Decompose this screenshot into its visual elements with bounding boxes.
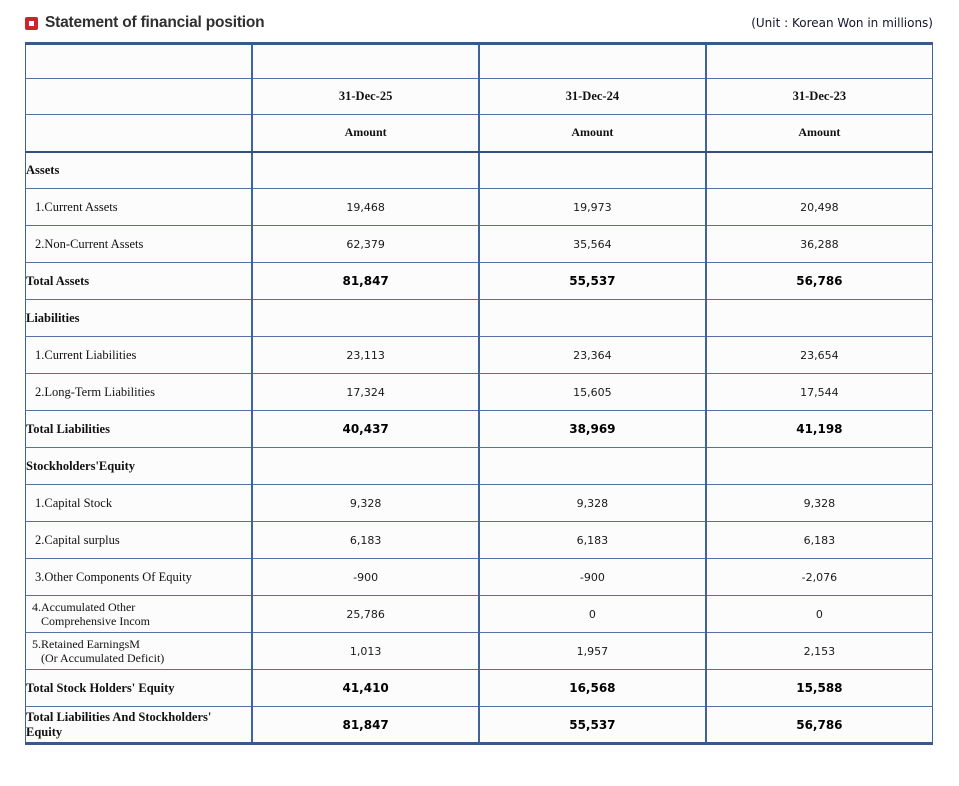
table-row-amount [26,115,933,152]
row-label: Total Liabilities [26,411,253,448]
report-page [25,0,933,745]
cell-value: 23,113 [252,337,479,374]
cell-value [706,448,933,485]
cell-value [479,152,706,189]
cell-value: 1,013 [252,633,479,670]
cell-value: 6,183 [479,522,706,559]
table-row-section [26,300,933,337]
cell-value: 55,537 [479,263,706,300]
row-label: 1.Current Assets [26,189,253,226]
cell-value: 56,786 [706,707,933,744]
cell-value: 1,957 [479,633,706,670]
cell-value: 9,328 [706,485,933,522]
title-block [25,14,264,32]
blank-cell [706,44,933,79]
cell-value: 40,437 [252,411,479,448]
subheader-amount: Amount [706,115,933,152]
red-square-icon [25,17,38,30]
cell-value: 0 [706,596,933,633]
row-label: Assets [26,152,253,189]
table-row-section [26,152,933,189]
financial-position-table [25,42,933,745]
cell-value: 9,328 [252,485,479,522]
row-label: Stockholders'Equity [26,448,253,485]
subheader-amount: Amount [479,115,706,152]
row-label: 2.Capital surplus [26,522,253,559]
row-label: 2.Long-Term Liabilities [26,374,253,411]
table-row [26,596,933,633]
cell-value: 81,847 [252,707,479,744]
column-header: 31-Dec-24 [479,79,706,115]
cell-value: 15,605 [479,374,706,411]
cell-value [479,300,706,337]
table-row [26,374,933,411]
cell-value [479,448,706,485]
cell-value: -900 [479,559,706,596]
row-label: 5.Retained EarningsM (Or Accumulated Deficit) [26,633,253,670]
cell-value: 35,564 [479,226,706,263]
cell-value [706,300,933,337]
report-header [25,11,933,35]
cell-value: 81,847 [252,263,479,300]
unit-note: (Unit : Korean Won in millions) [751,16,933,30]
table-row-total [26,263,933,300]
table-row [26,337,933,374]
cell-value: 17,324 [252,374,479,411]
cell-value: -900 [252,559,479,596]
cell-value: 55,537 [479,707,706,744]
blank-cell [479,44,706,79]
table-row [26,485,933,522]
cell-value: 56,786 [706,263,933,300]
table-row [26,189,933,226]
row-label: Liabilities [26,300,253,337]
cell-value: 19,468 [252,189,479,226]
page-title: Statement of financial position [45,14,265,31]
row-label: Total Liabilities And Stockholders' Equity [26,707,253,744]
cell-value: 9,328 [479,485,706,522]
blank-cell [26,44,253,79]
blank-cell [252,44,479,79]
cell-value: 0 [479,596,706,633]
cell-value: 6,183 [706,522,933,559]
cell-value: 41,410 [252,670,479,707]
table-row-total [26,411,933,448]
cell-value: 15,588 [706,670,933,707]
row-label: 3.Other Components Of Equity [26,559,253,596]
table-row-total [26,707,933,744]
row-label: 1.Current Liabilities [26,337,253,374]
subheader-amount: Amount [252,115,479,152]
cell-value: 41,198 [706,411,933,448]
table-row-total [26,670,933,707]
cell-value: 20,498 [706,189,933,226]
row-label: 1.Capital Stock [26,485,253,522]
cell-value: 62,379 [252,226,479,263]
cell-value: 2,153 [706,633,933,670]
row-label: 4.Accumulated Other Comprehensive Incom [26,596,253,633]
row-label: Total Assets [26,263,253,300]
column-header: 31-Dec-25 [252,79,479,115]
blank-cell [26,79,253,115]
cell-value [252,448,479,485]
cell-value [252,300,479,337]
cell-value: 16,568 [479,670,706,707]
table-row [26,522,933,559]
cell-value: 38,969 [479,411,706,448]
cell-value: 19,973 [479,189,706,226]
table-row [26,633,933,670]
cell-value: 6,183 [252,522,479,559]
table-row [26,226,933,263]
table-row-blank [26,44,933,79]
table-row [26,559,933,596]
column-header: 31-Dec-23 [706,79,933,115]
table-row-section [26,448,933,485]
table-row-dates [26,79,933,115]
blank-cell [26,115,253,152]
cell-value: -2,076 [706,559,933,596]
row-label: Total Stock Holders' Equity [26,670,253,707]
cell-value: 23,654 [706,337,933,374]
cell-value: 25,786 [252,596,479,633]
cell-value: 17,544 [706,374,933,411]
cell-value [706,152,933,189]
cell-value [252,152,479,189]
cell-value: 36,288 [706,226,933,263]
row-label: 2.Non-Current Assets [26,226,253,263]
cell-value: 23,364 [479,337,706,374]
